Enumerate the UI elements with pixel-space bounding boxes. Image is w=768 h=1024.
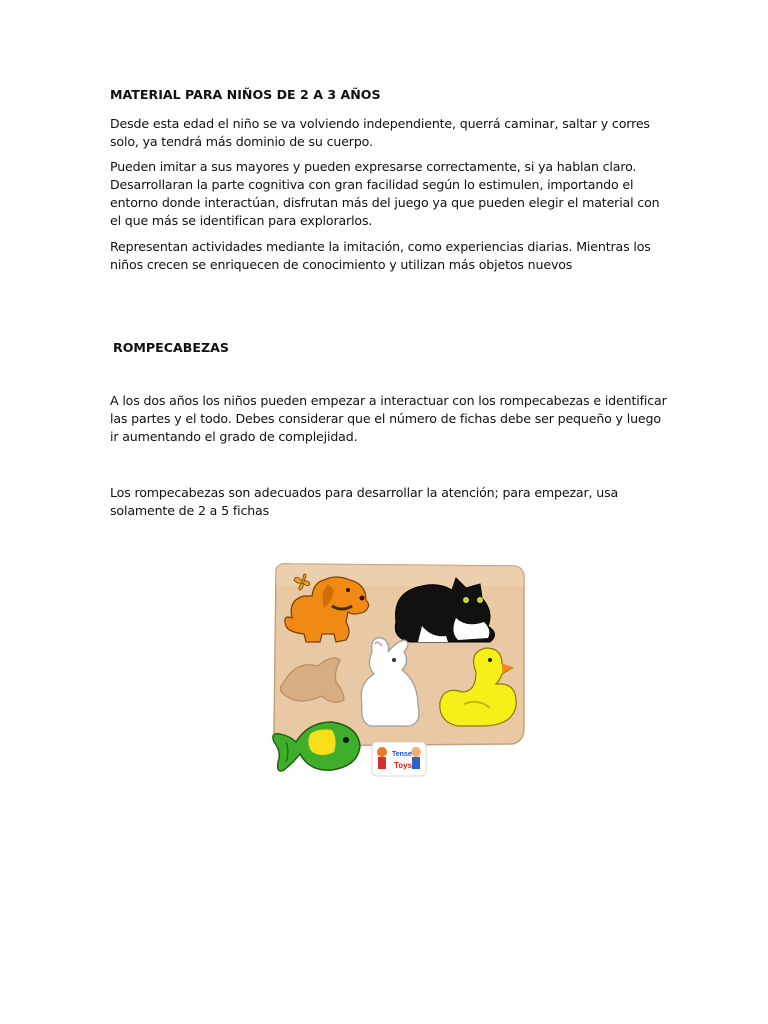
svg-text:Tense: Tense [392, 751, 412, 758]
section-heading: ROMPECABEZAS [113, 340, 229, 355]
brand-logo [372, 742, 426, 776]
paragraph-activities: Representan actividades mediante la imitación, como experiencias diarias. Mientras los niños crecen se enriquecen de conocimiento y utilizan más objetos nuevos [110, 239, 651, 272]
paragraph-puzzles: A los dos años los niños pueden empezar a interactuar con los rompecabezas e identificar las partes y el todo. Debes considerar que el número de fichas debe ser pequeño y luego ir aumentando el grado de complejidad. [110, 393, 667, 444]
document-title: MATERIAL PARA NIÑOS DE 2 A 3 AÑOS [110, 87, 381, 102]
puzzle-image [262, 556, 542, 786]
svg-text:Toys: Toys [394, 761, 413, 770]
paragraph-attention: Los rompecabezas son adecuados para desarrollar la atención; para empezar, usa solamente de 2 a 5 fichas [110, 485, 619, 518]
paragraph-imitation: Pueden imitar a sus mayores y pueden expresarse correctamente, si ya hablan claro. Desarrollaran la parte cognitiva con gran facilidad según lo estimulen, importando el entorno donde interactúan, disfrutan más del juego ya que pueden elegir el material con el que más se identifican para explorarlos. [110, 159, 660, 228]
paragraph-intro: Desde esta edad el niño se va volviendo independiente, querrá caminar, saltar y corres solo, ya tendrá más dominio de su cuerpo. [110, 116, 650, 149]
